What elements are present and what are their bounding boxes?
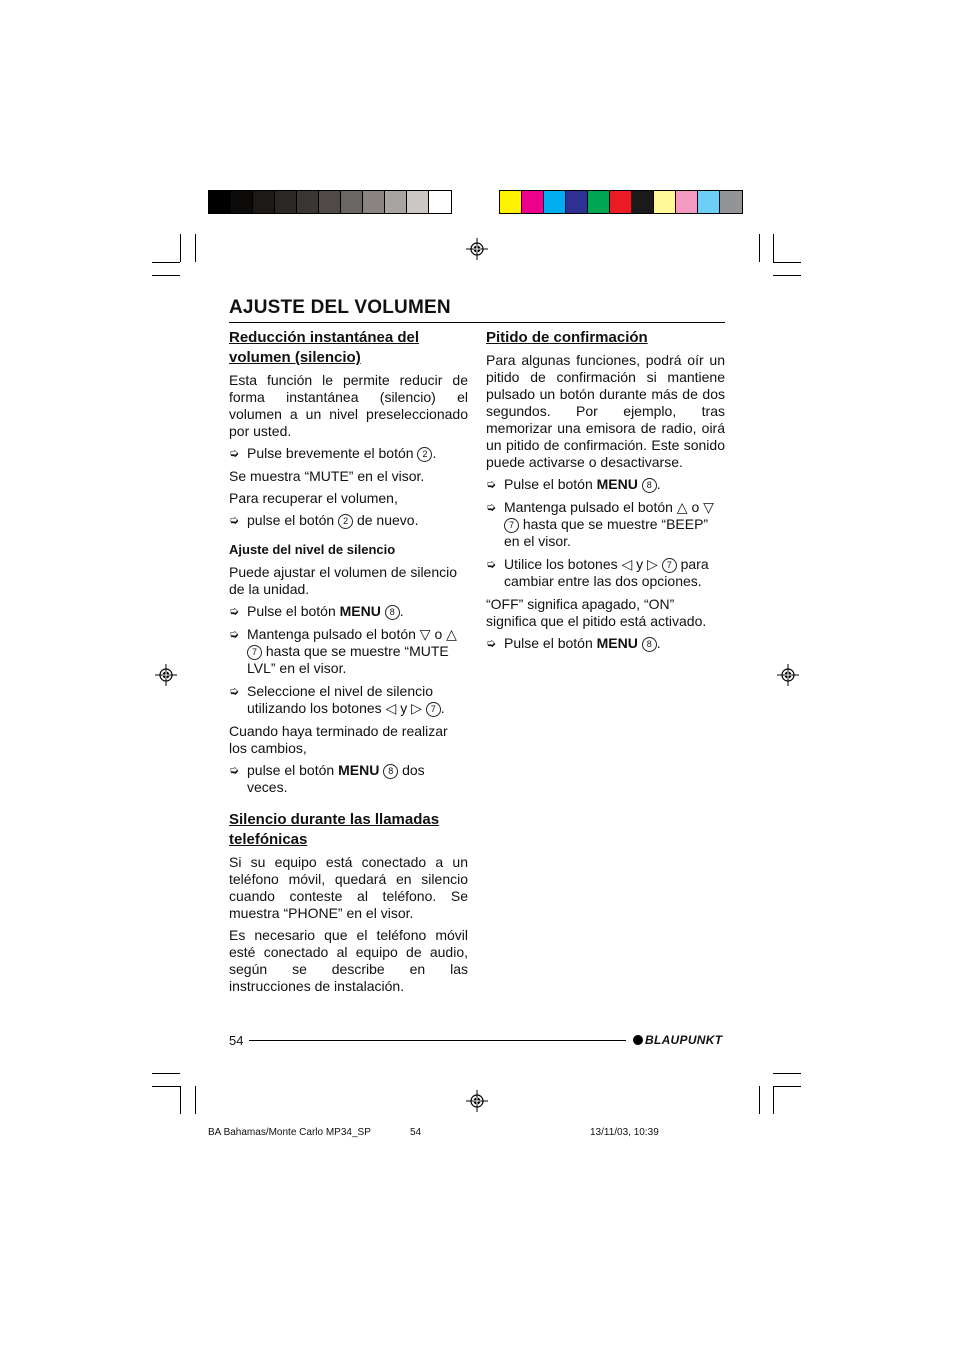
- step-item: ➭ Pulse el botón MENU 8 .: [486, 635, 661, 651]
- arrow-icon: ➭: [229, 627, 240, 641]
- key-icon: 7: [662, 558, 677, 573]
- key-icon: 2: [417, 447, 432, 462]
- arrow-icon: ➭: [229, 446, 240, 460]
- slug-page: 54: [410, 1127, 422, 1138]
- gray-swatch: [231, 191, 253, 213]
- brand-dot-icon: [633, 1035, 643, 1045]
- paragraph: Esta función le permite reducir de forma instantánea (silencio) el volumen a un nivel preseleccionado por usted.: [229, 372, 468, 439]
- step-item: ➭ Mantenga pulsado el botón ▽ o △ 7 hasta que se muestre “MUTE LVL” en el visor.: [229, 626, 457, 676]
- arrow-icon: ➭: [229, 513, 240, 527]
- paragraph: Puede ajustar el volumen de silencio de la unidad.: [229, 564, 458, 597]
- page-title: AJUSTE DEL VOLUMEN: [229, 297, 725, 323]
- color-bar: [499, 190, 743, 214]
- gray-swatch: [319, 191, 341, 213]
- slug-filename: BA Bahamas/Monte Carlo MP34_SP: [208, 1127, 371, 1138]
- gray-swatch: [341, 191, 363, 213]
- section-heading-mute: Reducción instantánea del volumen (silencio): [229, 329, 420, 366]
- step-item: ➭ Pulse brevemente el botón 2 .: [229, 445, 437, 461]
- arrow-icon: ➭: [486, 477, 497, 491]
- left-column: [229, 328, 468, 1000]
- key-icon: 7: [426, 702, 441, 717]
- gray-swatch: [385, 191, 407, 213]
- paragraph: Para algunas funciones, podrá oír un pitido de confirmación si mantiene pulsado un botón durante más de dos segundos. Por ejemplo, tras memorizar una emisora de radio, oirá un pitido de confirmación. Este sonido puede activarse o desactivarse.: [486, 352, 725, 470]
- key-icon: 8: [642, 637, 657, 652]
- color-swatch: [544, 191, 566, 213]
- color-swatch: [676, 191, 698, 213]
- color-swatch: [500, 191, 522, 213]
- step-item: ➭ pulse el botón 2 de nuevo.: [229, 512, 419, 528]
- arrow-icon: ➭: [229, 604, 240, 618]
- brand-logo: BLAUPUNKT: [633, 1033, 722, 1047]
- registration-mark-icon: [466, 1090, 488, 1112]
- color-swatch: [720, 191, 742, 213]
- key-icon: 7: [504, 518, 519, 533]
- step-item: ➭ Pulse el botón MENU 8 .: [486, 476, 661, 492]
- gray-swatch: [297, 191, 319, 213]
- section-heading-beep: Pitido de confirmación: [486, 329, 648, 346]
- gray-swatch: [407, 191, 429, 213]
- key-icon: 8: [642, 478, 657, 493]
- right-column: [486, 328, 725, 658]
- color-swatch: [632, 191, 654, 213]
- subheading-mute-level: Ajuste del nivel de silencio: [229, 542, 396, 557]
- paragraph: Para recuperar el volumen,: [229, 490, 398, 506]
- color-swatch: [522, 191, 544, 213]
- arrow-icon: ➭: [229, 684, 240, 698]
- color-swatch: [610, 191, 632, 213]
- paragraph: “OFF” significa apagado, “ON” significa que el pitido está activado.: [486, 596, 707, 629]
- step-item: ➭ Pulse el botón MENU 8 .: [229, 603, 404, 619]
- key-icon: 7: [247, 645, 262, 660]
- page-number: 54: [229, 1033, 244, 1048]
- paragraph: Es necesario que el teléfono móvil esté conectado al equipo de audio, según se describe en las instrucciones de instalación.: [229, 927, 468, 994]
- footer-rule: [249, 1040, 626, 1041]
- step-item: ➭ Seleccione el nivel de silencio utilizando los botones ◁ y ▷ 7 .: [229, 683, 445, 716]
- step-item: ➭ Mantenga pulsado el botón △ o ▽ 7 hasta que se muestre “BEEP” en el visor.: [486, 499, 714, 549]
- grayscale-bar: [208, 190, 452, 214]
- section-heading-phone: Silencio durante las llamadas telefónicas: [229, 811, 440, 848]
- color-swatch: [588, 191, 610, 213]
- arrow-icon: ➭: [486, 557, 497, 571]
- key-icon: 8: [383, 764, 398, 779]
- color-swatch: [698, 191, 720, 213]
- color-swatch: [654, 191, 676, 213]
- gray-swatch: [253, 191, 275, 213]
- gray-swatch: [209, 191, 231, 213]
- gray-swatch: [275, 191, 297, 213]
- color-swatch: [566, 191, 588, 213]
- paragraph: Cuando haya terminado de realizar los cambios,: [229, 723, 448, 756]
- gray-swatch: [429, 191, 451, 213]
- slug-date: 13/11/03, 10:39: [590, 1127, 659, 1138]
- paragraph: Se muestra “MUTE” en el visor.: [229, 468, 425, 484]
- arrow-icon: ➭: [229, 763, 240, 777]
- registration-mark-icon: [777, 664, 799, 686]
- key-icon: 2: [338, 514, 353, 529]
- arrow-icon: ➭: [486, 636, 497, 650]
- registration-mark-icon: [466, 238, 488, 260]
- arrow-icon: ➭: [486, 500, 497, 514]
- key-icon: 8: [385, 605, 400, 620]
- step-item: ➭ pulse el botón MENU 8 dos veces.: [229, 762, 425, 795]
- registration-mark-icon: [155, 664, 177, 686]
- gray-swatch: [363, 191, 385, 213]
- paragraph: Si su equipo está conectado a un teléfono móvil, quedará en silencio cuando conteste al teléfono. Se muestra “PHONE” en el visor.: [229, 854, 468, 921]
- step-item: ➭ Utilice los botones ◁ y ▷ 7 para cambiar entre las dos opciones.: [486, 556, 709, 589]
